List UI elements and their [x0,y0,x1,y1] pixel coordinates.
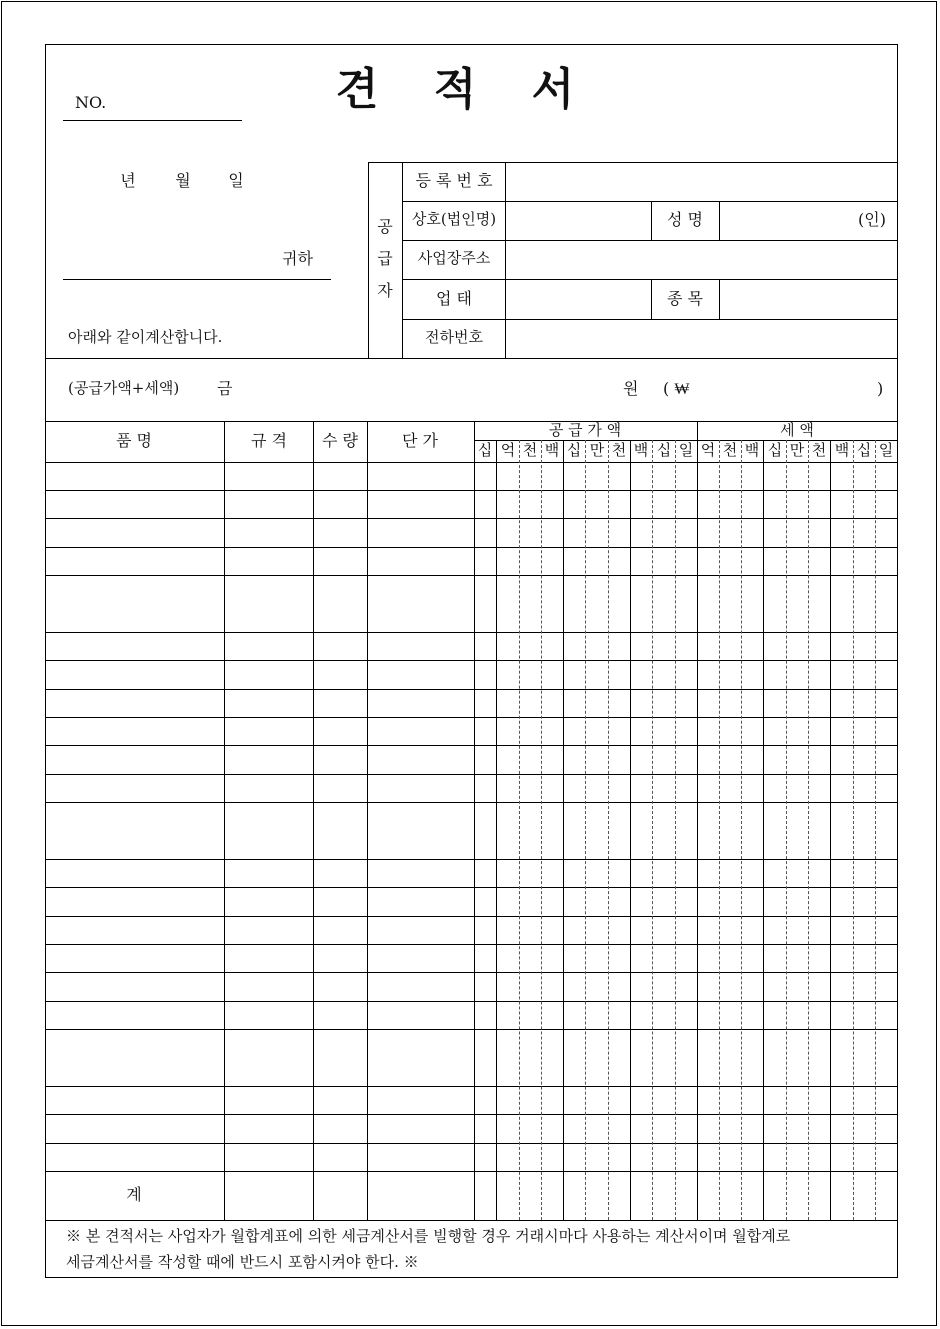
date-month-label: 월 [175,171,191,190]
tax-digit: 일 [878,441,894,459]
row-line [45,462,897,463]
supplier-group-char-2: 급 [377,249,393,268]
row-line [45,575,897,576]
digit-dashed-line [719,440,720,1220]
supplier-left-border [368,162,369,358]
header-unit-price: 단 가 [402,431,438,450]
row-line [45,1001,897,1002]
supply-digit: 일 [678,441,694,459]
supplier-row-line-1 [402,201,897,202]
row-line [45,972,897,973]
table-bottom-border [45,1220,897,1221]
row-line [45,916,897,917]
phone-label: 전하번호 [425,328,483,346]
row-line [45,632,897,633]
row-line [45,774,897,775]
row-line [45,518,897,519]
row-line [45,490,897,491]
header-qty: 수 량 [322,431,358,450]
supplier-row-line-3 [402,279,897,280]
row-line [45,660,897,661]
digit-dashed-line [675,440,676,1220]
header-section-bottom [45,358,897,359]
row-line [45,1086,897,1087]
col-line-unit-price [474,421,475,1220]
seal-label: (인) [858,210,886,229]
supplier-row-line-4 [402,319,897,320]
tax-digit: 백 [834,441,850,459]
supplier-group-char-3: 자 [377,281,393,300]
tax-digit: 백 [744,441,760,459]
name-label: 성 명 [667,210,703,229]
supplier-row-line-2 [402,240,897,241]
row-line [45,745,897,746]
col-line-spec [313,421,314,1220]
row-line [45,1029,897,1030]
tax-digit: 십 [856,441,872,459]
supply-digit: 십 [656,441,672,459]
name-label-left [651,201,652,240]
supplier-label-divider [402,162,403,358]
document-title: 견 적 서 [335,64,595,115]
supply-digit: 백 [544,441,560,459]
recipient-underline [63,279,331,280]
digit-dashed-line [541,440,542,1220]
digit-line [763,440,764,1220]
tax-digit: 억 [700,441,716,459]
table-top-border [45,421,897,422]
row-line [45,1143,897,1144]
supply-digit: 만 [589,441,605,459]
intro-text: 아래와 같이계산합니다. [68,328,223,346]
tax-digit: 천 [811,441,827,459]
row-line [45,547,897,548]
header-tax: 세 액 [780,421,814,439]
row-line [45,802,897,803]
supply-digit: 천 [611,441,627,459]
date-day-label: 일 [228,171,244,190]
business-type-label: 업 태 [436,289,472,308]
digit-dashed-line [808,440,809,1220]
supplier-value-divider [505,162,506,358]
col-line-tax-start [697,421,698,1220]
digit-line [630,440,631,1220]
won-label: 원 [623,379,639,398]
digit-line [830,440,831,1220]
tax-digit: 만 [789,441,805,459]
currency-open: ( ₩ [663,379,690,398]
supply-digit: 억 [500,441,516,459]
digit-dashed-line [853,440,854,1220]
header-spec: 규 격 [251,431,287,450]
row-line [45,689,897,690]
supply-digit: 백 [633,441,649,459]
table-total-label: 계 [126,1185,142,1204]
row-line [45,717,897,718]
row-line [45,859,897,860]
reg-number-label: 등 록 번 호 [415,171,493,190]
digit-dashed-line [519,440,520,1220]
item-label-left [651,279,652,319]
supply-digit: 십 [566,441,582,459]
digit-line [496,440,497,1220]
digit-line [563,440,564,1220]
row-line [45,887,897,888]
recipient-suffix: 귀하 [282,249,313,268]
row-line [45,944,897,945]
digit-dashed-line [608,440,609,1220]
footer-note: ※ 본 견적서는 사업자가 월합계표에 의한 세금계산서를 빌행할 경우 거래시마다 사용하는 계산서이며 월합계로 세금계산서를 작성할 때에 반드시 포함시켜야 한다. ※ [66,1227,791,1272]
amount-label: 금 [217,379,233,398]
no-underline [63,120,242,121]
tax-digit: 천 [722,441,738,459]
business-item-label: 종 목 [667,289,703,308]
supply-digit: 천 [522,441,538,459]
currency-close: ) [877,379,884,398]
row-line [45,1171,897,1172]
address-label: 사업장주소 [417,249,491,267]
row-line [45,1114,897,1115]
date-year-label: 년 [120,171,136,190]
digit-dashed-line [585,440,586,1220]
no-label: NO. [75,93,107,112]
digit-dashed-line [741,440,742,1220]
estimate-form [45,44,898,1278]
digit-dashed-line [786,440,787,1220]
digit-dashed-line [875,440,876,1220]
header-supply-amount: 공 급 가 액 [548,421,622,439]
item-label-right [719,279,720,319]
supplier-group-char-1: 공 [377,217,393,236]
tax-digit: 십 [767,441,783,459]
col-line-item [224,421,225,1220]
company-label: 상호(법인명) [411,210,497,228]
col-line-qty [367,421,368,1220]
total-row-label: (공급가액+세액) [68,379,180,397]
supplier-top-border [368,162,897,163]
supply-digit: 십 [477,441,493,459]
name-label-right [719,201,720,240]
header-item: 품 명 [116,431,152,450]
digit-dashed-line [652,440,653,1220]
